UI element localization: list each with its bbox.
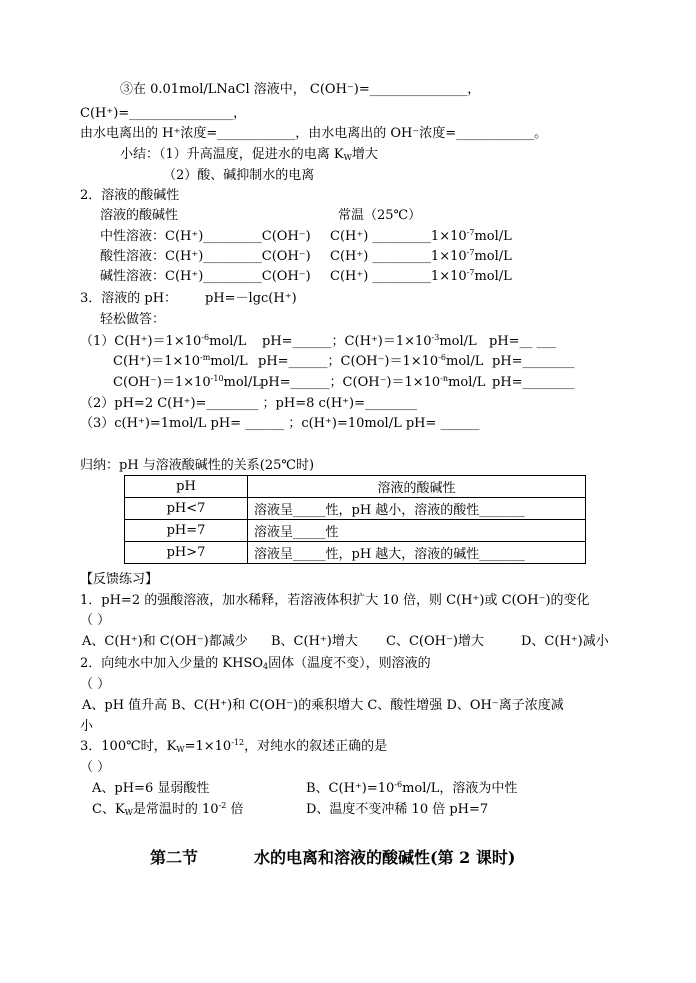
col-label-acidity: 溶液的酸碱性: [100, 208, 179, 223]
q1-option-d: D、C(H⁺)减小: [521, 634, 609, 649]
ex1b-unit: mol/L: [439, 334, 477, 349]
table-header-ph: pH: [125, 476, 248, 498]
exercise-1c-right: [260, 374, 485, 391]
q3-option-d: D、温度不变冲稀 10 倍 pH=7: [306, 802, 489, 817]
acid-row-left: 酸性溶液：C(H⁺)_________C(OH⁻): [100, 249, 311, 264]
table-cell-ph: pH<7: [125, 498, 248, 520]
section-2-heading: 2．溶液的酸碱性: [80, 188, 180, 203]
table-cell-ph: pH>7: [125, 542, 248, 564]
q3b-tail: mol/L，溶液为中性: [402, 781, 518, 796]
summary-tail: 增大: [351, 147, 378, 162]
exercise-2: （2）pH=2 C(H⁺)=________ ；pH=8 c(H⁺)=________: [80, 396, 418, 411]
table-cell-acidity: 溶液呈_____性，pH 越小，溶液的酸性_______: [248, 498, 586, 520]
section-3-heading: 3．溶液的 pH：: [80, 291, 178, 306]
question-2-paren: （ ）: [80, 677, 111, 692]
table-cell-acidity: 溶液呈_____性: [248, 520, 586, 542]
question-1-paren: （ ）: [80, 613, 111, 628]
table-header-acidity: 溶液的酸碱性: [248, 476, 586, 498]
base-value: C(H⁺) _________1×10: [330, 269, 467, 284]
ex1b-exp: -3: [431, 333, 440, 342]
line-water-ion: 由水电离出的 H⁺浓度=____________，由水电离出的 OH⁻浓度=____________。: [80, 126, 548, 141]
exercise-1b-ph: pH=________: [492, 354, 575, 369]
ex1d-exp: -6: [438, 353, 447, 362]
table-cell-ph: pH=7: [125, 520, 248, 542]
acid-row-right: [330, 248, 512, 265]
col-label-room-temp: 常温（25℃）: [338, 208, 422, 223]
base-unit: mol/L: [474, 269, 512, 284]
table-cell-acidity: 溶液呈_____性，pH 越大，溶液的碱性_______: [248, 542, 586, 564]
q3b-text: B、C(H⁺)=10: [306, 781, 395, 796]
table-row: [125, 520, 586, 542]
q2-tail: 固体（温度不变），则溶液的: [268, 656, 431, 671]
q2-options-wrap: 小: [80, 719, 94, 734]
base-exp: -7: [466, 268, 475, 277]
exercise-1b-right: [258, 353, 483, 370]
summary-text: 小结：（1）升高温度，促进水的电离 K: [120, 147, 344, 162]
ex1d-unit: mol/L: [446, 354, 484, 369]
acid-exp: -7: [466, 248, 475, 257]
q3-tail: ，对纯水的叙述正确的是: [244, 739, 388, 754]
exercise-3: （3）c(H⁺)=1mol/L pH= ______ ；c(H⁺)=10mol/L pH= ______: [80, 416, 480, 431]
table-row: [125, 542, 586, 564]
question-3: [80, 738, 387, 755]
acid-unit: mol/L: [474, 249, 512, 264]
q3-option-a: A、pH=6 显弱酸性: [92, 781, 210, 796]
ph-formula: pH=－lgc(H⁺): [205, 291, 297, 306]
q3-exp: -12: [231, 738, 245, 747]
ex1f-text: pH=______；C(OH⁻)＝1×10: [260, 375, 441, 390]
ex1e-exp: -10: [210, 374, 224, 383]
exercise-1c-ph: pH=________: [492, 375, 575, 390]
q3-kw-sub: W: [176, 745, 185, 754]
ex1a-unit: mol/L: [209, 334, 247, 349]
base-row-right: [330, 268, 512, 285]
ex1f-exp: -n: [440, 374, 449, 383]
ex1c-unit: mol/L: [210, 354, 248, 369]
ex1e-unit: mol/L: [223, 375, 261, 390]
q3c-tail: 倍: [226, 802, 244, 817]
feedback-heading: 【反馈练习】: [80, 572, 159, 587]
ex1e-text: C(OH⁻)＝1×10: [113, 375, 211, 390]
section-title-number: 第二节: [150, 848, 199, 867]
ex1f-unit: mol/L: [448, 375, 486, 390]
q1-option-a: A、C(H⁺)和 C(OH⁻)都减少: [82, 634, 248, 649]
summary-heading: 归纳：pH 与溶液酸碱性的关系(25℃时): [80, 458, 315, 473]
neutral-exp: -7: [466, 228, 475, 237]
section-title-text: 水的电离和溶液的酸碱性(第 2 课时): [254, 848, 516, 867]
q3-option-c: [92, 801, 244, 818]
q3-value: =1×10: [184, 739, 232, 754]
q3c-kw-sub: W: [124, 808, 133, 817]
table-header-row: [125, 476, 586, 498]
ex1a-text: （1）C(H⁺)＝1×10: [80, 334, 202, 349]
question-1: 1．pH=2 的强酸溶液，加水稀释，若溶液体积扩大 10 倍，则 C(H⁺)或 C(OH⁻)的变化: [80, 593, 590, 608]
neutral-value: C(H⁺) _________1×10: [330, 229, 467, 244]
easy-answer-label: 轻松做答：: [100, 312, 166, 327]
q3c-text: C、K: [92, 802, 125, 817]
ex1c-text: C(H⁺)＝1×10: [113, 354, 200, 369]
base-row-left: 碱性溶液：C(H⁺)_________C(OH⁻): [100, 269, 311, 284]
line-summary-1: [120, 146, 378, 163]
q1-option-b: B、C(H⁺)增大: [271, 634, 358, 649]
neutral-row-left: 中性溶液：C(H⁺)_________C(OH⁻): [100, 229, 311, 244]
line-summary-2: （2）酸、碱抑制水的电离: [163, 168, 315, 183]
exercise-1b-left: [113, 353, 248, 370]
q1-option-c: C、C(OH⁻)增大: [386, 634, 484, 649]
question-3-paren: （ ）: [80, 760, 111, 775]
neutral-unit: mol/L: [474, 229, 512, 244]
neutral-row-right: [330, 228, 512, 245]
q3c-exp: -2: [218, 801, 227, 810]
ex1b-text: pH=______；C(H⁺)＝1×10: [262, 334, 432, 349]
exercise-1a-right: [262, 333, 477, 350]
q2-options: A、pH 值升高 B、C(H⁺)和 C(OH⁻)的乘积增大 C、酸性增强 D、OH⁻离子浓度减: [82, 698, 564, 713]
ex1c-exp: -m: [200, 353, 211, 362]
line-ch: C(H⁺)=________________，: [80, 106, 247, 121]
table-row: [125, 498, 586, 520]
exercise-1a-ph: pH=__ ___: [489, 334, 557, 349]
ex1a-exp: -6: [201, 333, 210, 342]
q3b-exp: -6: [394, 780, 403, 789]
exercise-1a-left: [80, 333, 246, 350]
q3c-mid: 是常温时的 10: [132, 802, 219, 817]
ex1d-text: pH=______；C(OH⁻)＝1×10: [258, 354, 439, 369]
kw-sub: W: [343, 153, 352, 162]
q3-text: 3．100℃时，K: [80, 739, 177, 754]
q3-option-b: [306, 780, 517, 797]
exercise-1c-left: [113, 374, 261, 391]
question-2: [80, 655, 431, 672]
ph-acidity-table: [124, 475, 586, 564]
acid-value: C(H⁺) _________1×10: [330, 249, 467, 264]
q2-text: 2．向纯水中加入少量的 KHSO: [80, 656, 264, 671]
line-nacl: ③在 0.01mol/LNaCl 溶液中， C(OH⁻)=_______________，: [120, 82, 481, 97]
q2-sub: 4: [263, 662, 269, 671]
